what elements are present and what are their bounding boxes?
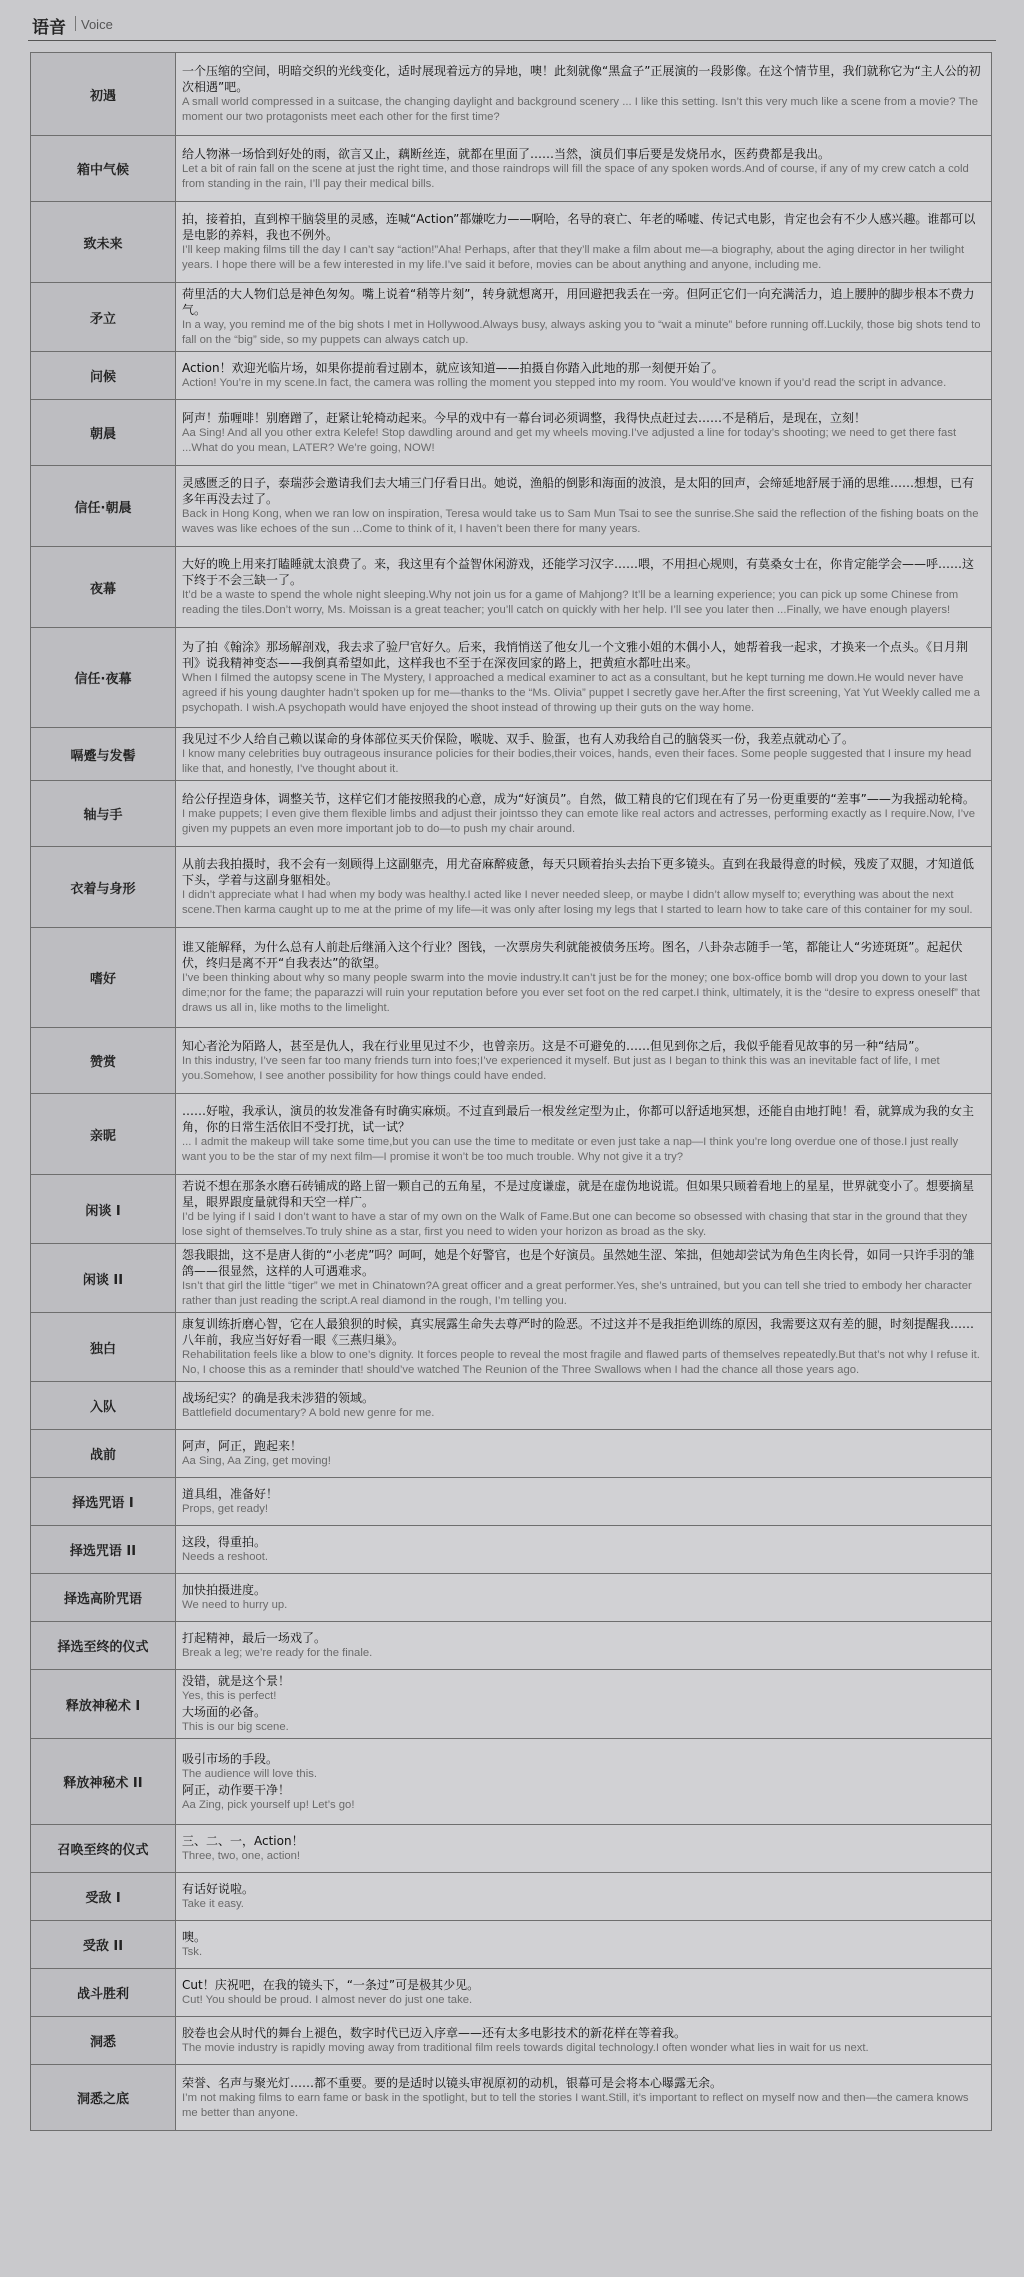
voice-line-chinese: 若说不想在那条水磨石砖铺成的路上留一颗自己的五角星，不是过度谦虚，就是在虚伪地说谎。但如果只顾着看地上的星星，世界就变小了。想要摘星星，眼界跟度量就得和天空一样广。 [182,1179,975,1209]
table-row [31,1313,992,1382]
voice-line-title: 择选咒语 I [31,1478,176,1526]
table-row [31,53,992,136]
table-row [31,728,992,781]
voice-line-content [176,1478,992,1526]
voice-line-english: Take it easy. [182,1898,244,1910]
voice-line-content [176,628,992,728]
voice-line-chinese: Cut！庆祝吧，在我的镜头下，“一条过”可是极其少见。 [182,1978,480,1992]
voice-line-chinese: 荣誉、名声与聚光灯……都不重要。要的是适时以镜头审视原初的动机，银幕可是会将本心曝露无余。 [182,2075,723,2090]
table-row [31,400,992,466]
voice-line-english: Let a bit of rain fall on the scene at just the right time, and those raindrops will fill the space of any spoken words.And of course, if any of my crew catch a cold from standing in the rain, I’ll pay their medical bills. [182,162,969,190]
voice-line-content [176,1622,992,1670]
voice-line-title: 释放神秘术 II [31,1739,176,1825]
table-row [31,1244,992,1313]
voice-line-title: 信任·朝晨 [31,466,176,547]
voice-line-title: 择选至终的仪式 [31,1622,176,1670]
table-row [31,1175,992,1244]
voice-line-content [176,781,992,847]
voice-line-english: In this industry, I’ve seen far too many friends turn into foes;I’ve experienced it myself. But just as I began to think this was an inevitable fact of life, I met you.Somehow, I see another possibility for how things could have ended. [182,1054,940,1082]
voice-line-chinese: ……好啦，我承认，演员的妆发准备有时确实麻烦。不过直到最后一根发丝定型为止，你都可以舒适地冥想，还能自由地打盹！看，就算成为我的女主角，你的日常生活依旧不受打扰，试一试？ [182,1104,975,1134]
table-row [31,1574,992,1622]
page-header [28,0,996,41]
table-row [31,136,992,202]
voice-line-english: Action! You’re in my scene.In fact, the camera was rolling the moment you stepped into my room. You would’ve known if you’d read the script in advance. [182,377,947,389]
voice-line-content [176,728,992,781]
voice-line-chinese: 给人物淋一场恰到好处的雨，欲言又止，藕断丝连，就都在里面了……当然，演员们事后要是发烧吊水，医药费都是我出。 [182,146,831,161]
voice-line-chinese: 噢。 [182,1930,207,1944]
voice-line-chinese: 三、二、一，Action！ [182,1834,304,1848]
voice-line-chinese: 怨我眼拙，这不是唐人街的“小老虎”吗？呵呵，她是个好警官，也是个好演员。虽然她生涩、笨拙，但她却尝试为角色生肉长骨，如同一只许手羽的雏鸽——很显然，这样的人可遇难求。 [182,1248,975,1278]
table-row [31,283,992,352]
voice-line-content [176,847,992,928]
table-row [31,1825,992,1873]
voice-line-content [176,283,992,352]
voice-line-content [176,466,992,547]
voice-line-english: Aa Sing, Aa Zing, get moving! [182,1455,331,1467]
voice-line-english: I’ve been thinking about why so many people swarm into the movie industry.It can’t just be for the money; one box-office bomb will drop you down to your last dime;nor for the fame; the paparazzi will ruin your reputation before you ever set foot on the red carpet.I think, ultimately, it is the “desire to express oneself” that draws us all in, like moths to the limelight. [182,972,980,1014]
voice-line-english: Props, get ready! [182,1503,269,1515]
voice-line-chinese: 阿声，阿正，跑起来！ [182,1439,303,1453]
voice-line-content [176,1313,992,1382]
voice-line-title: 受敌 II [31,1921,176,1969]
voice-line-title: 洞悉之底 [31,2065,176,2131]
voice-line-title: 夜幕 [31,547,176,628]
voice-line-chinese: 知心者沦为陌路人，甚至是仇人，我在行业里见过不少，也曾亲历。这是不可避免的……但见到你之后，我似乎能看见故事的另一种“结局”。 [182,1038,927,1053]
voice-line-chinese: 谁又能解释，为什么总有人前赴后继涌入这个行业？图钱，一次票房失利就能被债务压垮。图名，八卦杂志随手一笔，都能让人“劣迹斑斑”。起起伏伏，终归是离不开“自我表达”的欲望。 [182,940,963,970]
voice-line-english: In a way, you remind me of the big shots I met in Hollywood.Always busy, always asking you to “wait a minute” before running off.Luckily, those big shots tend to fall on the “big” side, so my puppets can always catch up. [182,319,981,346]
voice-line-english: I know many celebrities buy outrageous insurance policies for their bodies,their voices, hands, even their faces. Some people suggested that I insure my head like that, and honestly, I’ve thought about it. [182,748,972,775]
voice-line-english: Aa Sing! And all you other extra Kelefe! Stop dawdling around and get my wheels moving.I’ve adjusted a line for today’s shooting; we need to get there fast ...What do you mean, LATER? We’re going, NOW! [182,426,957,454]
voice-line-english: I’d be lying if I said I don’t want to have a star of my own on the Walk of Fame.But one can become so obsessed with chasing that star in the ground that they lose sight of themselves.To truly shine as a star, first you need to widen your horizon as broad as the sky. [182,1211,968,1238]
voice-line-title: 独白 [31,1313,176,1382]
voice-line-title: 问候 [31,352,176,400]
table-row [31,1028,992,1094]
voice-line-chinese: 一个压缩的空间，明暗交织的光线变化，适时展现着远方的异地，噢！此刻就像“黑盒子”正展演的一段影像。在这个情节里，我们就称它为“主人公的初次相遇”吧。 [182,64,981,94]
voice-line-title: 初遇 [31,53,176,136]
voice-line-title: 箱中气候 [31,136,176,202]
voice-line-english: Battlefield documentary? A bold new genre for me. [182,1407,435,1419]
table-row [31,1526,992,1574]
table-row [31,1094,992,1175]
voice-line-english: ... I admit the makeup will take some time,but you can use the time to meditate or even just take a nap—I think you’re long overdue one of those.I just really want you to be the star of my next film—I promise it won’t be too much trouble. Why not give it a try? [182,1136,959,1163]
voice-line-title: 轴与手 [31,781,176,847]
voice-line-title: 受敌 I [31,1873,176,1921]
voice-line-content [176,1574,992,1622]
voice-line-english: Tsk. [182,1946,203,1958]
voice-line-english: The audience will love this. [182,1767,318,1780]
voice-line-english: We need to hurry up. [182,1599,288,1611]
voice-line-title: 亲昵 [31,1094,176,1175]
voice-line-content [176,1244,992,1313]
table-row [31,1873,992,1921]
table-row [31,2017,992,2065]
voice-line-chinese: 我见过不少人给自己赖以谋命的身体部位买天价保险，喉咙、双手、脸蛋，也有人劝我给自己的脑袋买一份，我差点就动心了。 [182,732,855,746]
voice-line-content [176,1175,992,1244]
voice-line-chinese: 大场面的必备。 [182,1705,267,1719]
voice-line-english: This is our big scene. [182,1721,289,1733]
voice-line-chinese: 给公仔捏造身体，调整关节，这样它们才能按照我的心意，成为“好演员”。自然，做工精良的它们现在有了另一份更重要的“差事”——为我摇动轮椅。 [182,791,975,806]
voice-line-title: 朝晨 [31,400,176,466]
voice-line-english: It’d be a waste to spend the whole night sleeping.Why not join us for a game of Mahjong? It’ll be a learning experience; you can pick up some Chinese from reading the tiles.Don’t worry, Ms. Moissan is a great teacher; you’ll catch on quickly with her help. I’ll see you later then ...Finally, we have enough players! [182,589,959,616]
voice-line-title: 择选咒语 II [31,1526,176,1574]
table-row [31,2065,992,2131]
voice-line-content [176,202,992,283]
voice-line-content [176,1430,992,1478]
table-row [31,1969,992,2017]
voice-line-chinese: Action！欢迎光临片场，如果你提前看过剧本，就应该知道——拍摄自你踏入此地的那一刻便开始了。 [182,361,724,375]
voice-line-content [176,1921,992,1969]
voice-line-english: Aa Zing, pick yourself up! Let’s go! [182,1798,355,1811]
voice-line-chinese: 为了拍《翰涂》那场解剖戏，我去求了验尸官好久。后来，我悄悄送了他女儿一个文雅小姐的木偶小人，她帮着我一起求，才换来一个点头。《日月荆刊》说我精神变态——我倒真希望如此，这样我也不至于在深夜回家的路上，把黄疸水都吐出来。 [182,640,969,670]
voice-line-chinese: 战场纪实？的确是我未涉猎的领域。 [182,1391,375,1405]
voice-line-chinese: 从前去我拍摄时，我不会有一刻顾得上这副躯壳，用尤奋麻醉疲惫，每天只顾着抬头去抬下更多镜头。直到在我最得意的时候，残废了双腿，才知道低下头，学着与这副身躯相处。 [182,857,975,887]
voice-line-content [176,1969,992,2017]
voice-line-english: I didn’t appreciate what I had when my body was healthy.I acted like I never needed sleep, or maybe I didn’t allow myself to; everything was about the next scene.Then karma caught up to me at the prime of my life—it was only after losing my legs that I started to learn how to take care of this container for my soul. [182,889,973,916]
table-row [31,1430,992,1478]
voice-line-chinese: 拍，接着拍，直到榨干脑袋里的灵感，连喊“Action”都嫌吃力——啊哈，名导的衰亡、年老的唏嘘、传记式电影，肯定也会有不少人感兴趣。谁都可以是电影的养料，我也不例外。 [182,212,976,242]
voice-line-content [176,1739,992,1825]
voice-line-content [176,352,992,400]
title-divider [75,16,76,31]
voice-line-chinese: 阿声！茄喱啡！别磨蹭了，赶紧让轮椅动起来。今早的戏中有一幕台词必须调整，我得快点赶过去……不是稍后，是现在，立刻！ [182,410,867,425]
voice-line-english: When I filmed the autopsy scene in The Mystery, I approached a medical examiner to act as a consultant, but he kept turning me down.He would never have agreed if his young daughter hadn’t spoken up for me—thanks to the “Ms. Olivia” puppet I secretly gave her.After the first screening, Yat Yut Weekly called me a psychopath. I wish.A psychopath would have enjoyed the shoot instead of throwing up their guts on the way home. [182,672,980,714]
voice-line-english: Cut! You should be proud. I almost never do just one take. [182,1994,473,2006]
voice-line-chinese: 道具组，准备好！ [182,1487,279,1501]
voice-line-title: 释放神秘术 I [31,1670,176,1739]
voice-line-chinese: 有话好说啦。 [182,1882,255,1896]
voice-line-content [176,1094,992,1175]
voice-line-title: 洞悉 [31,2017,176,2065]
voice-line-content [176,1873,992,1921]
table-row [31,1382,992,1430]
voice-line-content [176,1825,992,1873]
voice-line-english: A small world compressed in a suitcase, the changing daylight and background scenery ... I like this setting. Isn’t this very much like a scene from a movie? The moment our two protagonists meet each other for the first time? [182,96,978,123]
voice-line-title: 信任·夜幕 [31,628,176,728]
voice-line-title: 战斗胜利 [31,1969,176,2017]
voice-line-title: 嗜好 [31,928,176,1028]
voice-line-chinese: 大好的晚上用来打瞌睡就太浪费了。来，我这里有个益智休闲游戏，还能学习汉字……喂，不用担心规则，有莫桑女士在，你肯定能学会——呼……这下终于不会三缺一了。 [182,557,975,587]
voice-line-title: 矛立 [31,283,176,352]
voice-line-chinese: 加快拍摄进度。 [182,1583,267,1597]
table-row [31,781,992,847]
voice-line-content [176,2065,992,2131]
voice-line-chinese: 胶卷也会从时代的舞台上褪色，数字时代已迈入序章——还有太多电影技术的新花样在等着我。 [182,2026,687,2040]
table-row [31,352,992,400]
table-row [31,1478,992,1526]
table-row [31,1739,992,1825]
voice-line-english: The movie industry is rapidly moving away from traditional film reels towards digital technology.I often wonder what lies in wait for us next. [182,2042,869,2054]
voice-line-english: Back in Hong Kong, when we ran low on inspiration, Teresa would take us to Sam Mun Tsai to see the sunrise.She said the reflection of the fishing boats on the waves was like echoes of the sun ...Come to think of it, I haven’t been there for many years. [182,508,979,535]
table-row [31,1921,992,1969]
voice-line-content [176,1028,992,1094]
voice-line-title: 战前 [31,1430,176,1478]
voice-line-title: 赞赏 [31,1028,176,1094]
voice-line-content [176,53,992,136]
voice-line-english: Isn’t that girl the little “tiger” we met in Chinatown?A great officer and a great performer.Yes, she’s untrained, but you can tell she tried to embody her character rather than just reading the script.A real diamond in the rough, I’m telling you. [182,1280,972,1307]
voice-line-chinese: 康复训练折磨心智，它在人最狼狈的时候，真实展露生命失去尊严时的险恶。不过这并不是我拒绝训练的原因，我需要这双有差的腿，时刻提醒我……八年前，我应当好好看一眼《三燕归巢》。 [182,1317,975,1347]
voice-line-chinese: 灵感匮乏的日子，泰瑞莎会邀请我们去大埔三门仔看日出。她说，渔船的倒影和海面的波浪，是太阳的回声，会缔延地舒展于涌的思维……想想，已有多年再没去过了。 [182,476,975,506]
voice-line-chinese: 没错，就是这个景！ [182,1674,291,1688]
voice-line-chinese: 这段，得重拍。 [182,1535,267,1549]
voice-line-english: I’m not making films to earn fame or bask in the spotlight, but to tell the stories I want.Still, it’s important to reflect on myself now and then—the camera knows me better than anyone. [182,2091,969,2119]
table-row [31,847,992,928]
voice-line-english: Yes, this is perfect! [182,1690,277,1702]
voice-line-chinese: 打起精神，最后一场戏了。 [182,1631,327,1645]
voice-line-title: 闲谈 I [31,1175,176,1244]
table-row [31,1670,992,1739]
table-row [31,466,992,547]
table-row [31,1622,992,1670]
voice-line-content [176,928,992,1028]
voice-table-body [31,53,992,2131]
table-row [31,928,992,1028]
voice-line-content [176,136,992,202]
voice-line-content [176,400,992,466]
voice-line-content [176,1526,992,1574]
voice-line-chinese: 吸引市场的手段。 [182,1751,279,1766]
voice-line-content [176,2017,992,2065]
voice-line-content [176,1382,992,1430]
voice-line-content [176,1670,992,1739]
table-row [31,628,992,728]
voice-table [30,52,992,2131]
voice-line-title: 闲谈 II [31,1244,176,1313]
page-title: 语音 [32,18,66,38]
voice-line-title: 致未来 [31,202,176,283]
voice-line-english: Break a leg; we’re ready for the finale. [182,1647,373,1659]
voice-line-english: I make puppets; I even give them flexible limbs and adjust their jointsso they can emote like real actors and actresses, performing exactly as I require.Now, I’ve given my puppets an even more important job to do—to push my chair around. [182,807,976,835]
voice-line-content [176,547,992,628]
page-subtitle: Voice [81,17,113,32]
voice-line-chinese: 荷里活的大人物们总是神色匆匆。嘴上说着“稍等片刻”，转身就想离开，用回避把我丢在一旁。但阿正它们一向充满活力，追上腰肿的脚步根本不费力气。 [182,287,975,317]
voice-line-english: Needs a reshoot. [182,1551,269,1563]
table-row [31,202,992,283]
voice-line-title: 衣着与身形 [31,847,176,928]
voice-line-english: Three, two, one, action! [182,1850,301,1862]
voice-line-title: 召唤至终的仪式 [31,1825,176,1873]
voice-line-title: 嗝蹙与发髻 [31,728,176,781]
voice-line-title: 入队 [31,1382,176,1430]
table-row [31,547,992,628]
voice-line-english: I’ll keep making films till the day I can’t say “action!”Aha! Perhaps, after that they’ll make a film about me—a biography, about the aging director in her twilight years. I hope there will be a few interested in my life.I’ve said it before, movies can be about anything and anyone, including me. [182,244,965,271]
voice-line-title: 择选高阶咒语 [31,1574,176,1622]
voice-line-english: Rehabilitation feels like a blow to one’s dignity. It forces people to reveal the most fragile and flawed parts of themselves repeatedly.But that’s not why I refuse it. No, I choose this as a reminder that! should’ve watched The Reunion of the Three Swallows when I had the chance all those years ago. [182,1349,980,1376]
voice-line-chinese: 阿正，动作要干净！ [182,1782,291,1797]
